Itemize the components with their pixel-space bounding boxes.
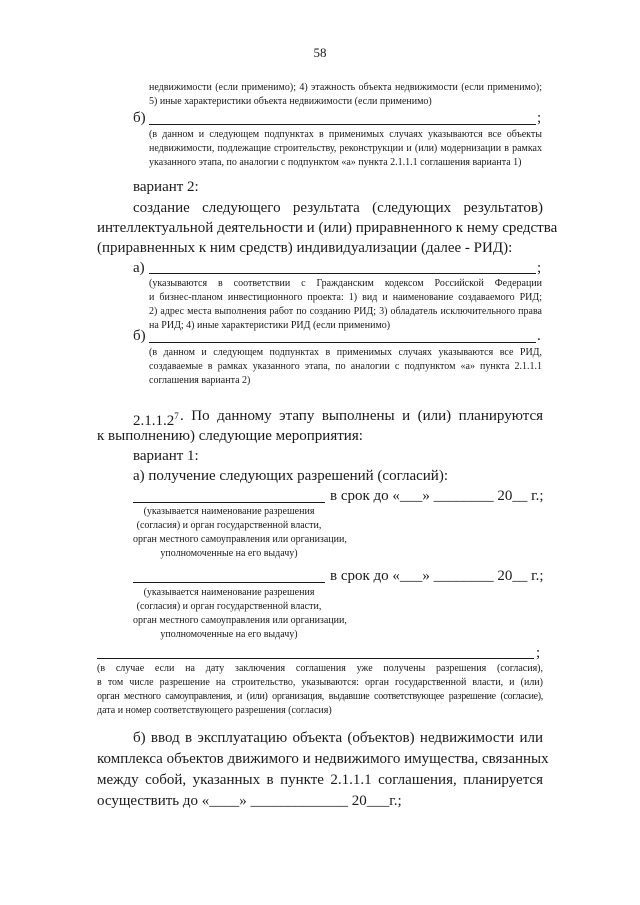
variant2-a-semicolon: ;	[537, 260, 542, 276]
page-number: 58	[313, 45, 327, 60]
permit-1-note-line-4: уполномоченные на его выдачу)	[160, 548, 298, 559]
permit-2-deadline: в срок до «___» ________ 20__ г.;	[330, 568, 544, 584]
top-text-line-1: недвижимости (если применимо); 4) этажность объекта недвижимости (если применимо);	[149, 82, 542, 93]
top-b-label: б)	[133, 110, 146, 126]
obtained-fill-line	[97, 658, 534, 659]
variant2-heading: вариант 2:	[133, 179, 199, 195]
variant2-para-line-3: (приравненных к ним средств) индивидуализации (далее - РИД):	[97, 240, 513, 256]
top-note-b-line-1: (в данном и следующем подпунктах в применимых случаях указываются все объекты	[149, 129, 542, 140]
footnote-marker: 7	[174, 411, 179, 421]
permit-2-note-line-2: (согласия) и орган государственной власти,	[136, 601, 322, 612]
top-note-b-line-3: указанного этапа, по аналогии с подпунктом «а» пункта 2.1.1.1 соглашения варианта 1)	[149, 157, 522, 168]
item-a-heading: а) получение следующих разрешений (согласий):	[133, 468, 448, 484]
variant2-note-b-line-1: (в данном и следующем подпунктах в применимых случаях указываются все РИД,	[149, 347, 542, 358]
obtained-note-line-4: дата и номер соответствующего разрешения (согласия)	[97, 705, 332, 716]
obtained-note-line-3: орган местного самоуправления, и (или) организация, выдавшие соответствующее разрешение (согласие),	[97, 691, 543, 702]
variant2-note-a-line-1: (указываются в соответствии с Гражданским кодексом Российской Федерации	[149, 278, 542, 289]
variant2-para-line-2: интеллектуальной деятельности и (или) приравненного к нему средства	[97, 220, 558, 236]
variant2-note-a-line-4: на РИД; 4) иные характеристики РИД (если применимо)	[149, 320, 391, 331]
permit-1-note-line-2: (согласия) и орган государственной власти,	[136, 520, 322, 531]
permit-2-note-line-3: орган местного самоуправления или организации,	[133, 615, 347, 626]
variant2-para-line-1: создание следующего результата (следующих результатов)	[133, 200, 543, 216]
obtained-note-line-1: (в случае если на дату заключения соглашения уже получены разрешения (согласия),	[97, 663, 543, 674]
permit-1-note-line-1: (указывается наименование разрешения	[143, 506, 315, 517]
permit-1-note-line-3: орган местного самоуправления или организации,	[133, 534, 347, 545]
permit-2-note-line-4: уполномоченные на его выдачу)	[160, 629, 298, 640]
variant2-note-b-line-3: соглашения варианта 2)	[149, 375, 251, 386]
item-b-line-4: осуществить до «____» _____________ 20___г.;	[97, 793, 402, 809]
variant2-b-label: б)	[133, 328, 146, 344]
top-b-fill-line	[149, 124, 536, 125]
permit-2-note-line-1: (указывается наименование разрешения	[143, 587, 315, 598]
variant2-a-label: а)	[133, 260, 145, 276]
section-line-2: к выполнению) следующие мероприятия:	[97, 428, 363, 444]
top-note-b-line-2: недвижимости, подлежащие строительству, реконструкции и (или) модернизации в рамках	[149, 143, 542, 154]
variant2-a-fill-line	[149, 273, 536, 274]
permit-1-deadline: в срок до «___» ________ 20__ г.;	[330, 488, 544, 504]
item-b-line-2: комплекса объектов движимого и недвижимого имущества, связанных	[97, 751, 549, 767]
permit-1-fill-line	[133, 502, 325, 503]
obtained-note-line-2: в том числе разрешение на строительство, указываются: орган государственной власти, и (или)	[97, 677, 543, 688]
variant2-note-a-line-2: и бизнес-планом инвестиционного проекта: 1) вид и наименование создаваемого РИД;	[149, 292, 542, 303]
variant2-b-fill-line	[149, 342, 536, 343]
obtained-semicolon: ;	[536, 645, 541, 661]
item-b-line-1: б) ввод в эксплуатацию объекта (объектов) недвижимости или	[133, 730, 543, 746]
top-b-semicolon: ;	[537, 110, 542, 126]
item-b-line-3: между собой, указанных в пункте 2.1.1.1 соглашения, планируется	[97, 772, 543, 788]
permit-2-fill-line	[133, 582, 325, 583]
variant2-b-period: .	[537, 328, 541, 344]
section-line-1: . По данному этапу выполнены и (или) планируются	[180, 408, 543, 424]
top-text-line-2: 5) иные характеристики объекта недвижимости (если применимо)	[149, 96, 432, 107]
variant2-note-a-line-3: 2) адрес места выполнения работ по созданию РИД; 3) обладатель исключительного права	[149, 306, 542, 317]
variant2-note-b-line-2: создаваемые в рамках указанного этапа, по аналогии с подпунктом «а» пункта 2.1.1.1	[149, 361, 542, 372]
section-number-text: 2.1.1.2	[133, 413, 175, 429]
variant1-heading: вариант 1:	[133, 448, 199, 464]
